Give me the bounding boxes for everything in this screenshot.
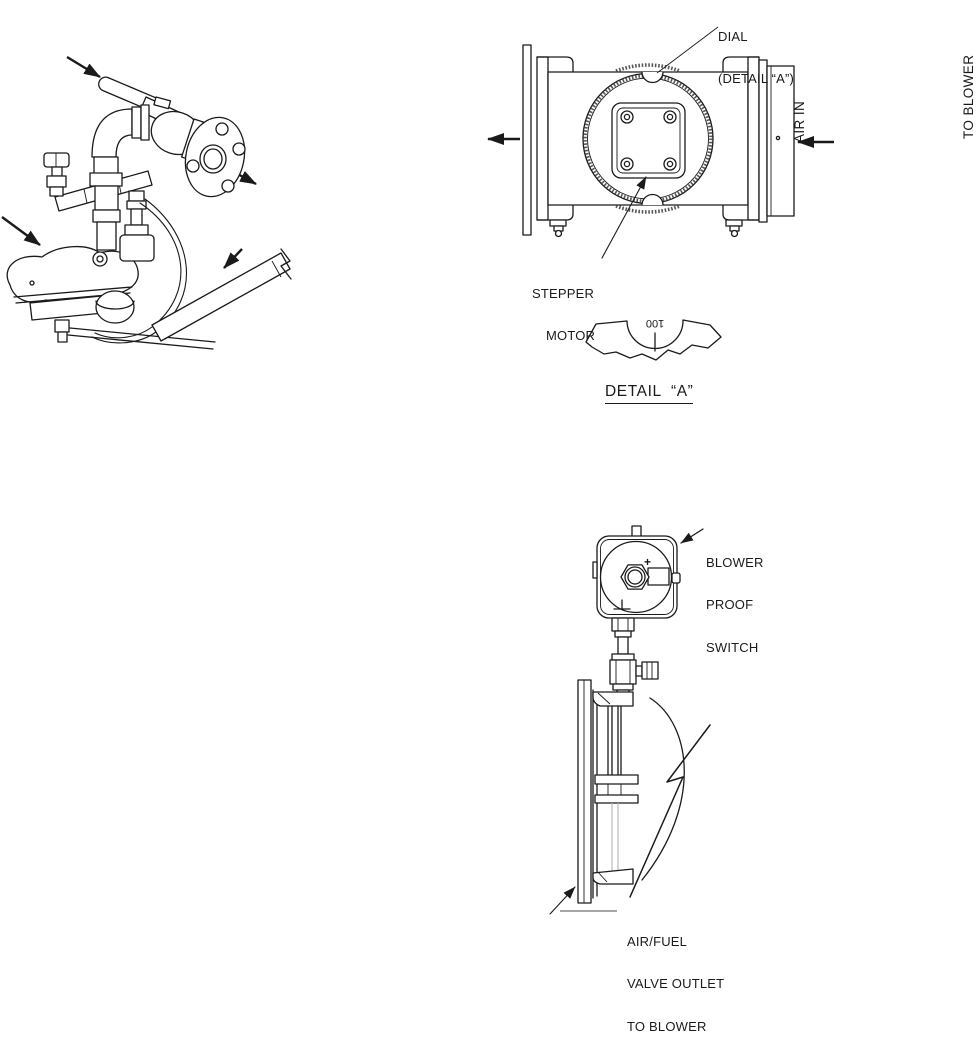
air-in-label: AIR IN — [792, 100, 807, 143]
outlet-flange-duct — [578, 680, 638, 903]
figure-gas-train — [0, 45, 300, 355]
detail-a-caption: DETAIL “A” — [605, 383, 693, 404]
outlet-flange-plate — [523, 45, 531, 235]
air-fuel-outlet-label — [627, 906, 724, 1063]
sensing-line-fittings — [610, 618, 658, 698]
dial-reading: 100 — [645, 317, 665, 329]
dial-label — [718, 1, 794, 115]
blower-proof-switch-label-line: SWITCH — [706, 640, 759, 656]
pressure-switch-box — [593, 526, 680, 618]
air-fuel-outlet-label-line: TO BLOWER — [627, 1019, 707, 1035]
blower-proof-switch-label-line: BLOWER — [706, 554, 764, 570]
switch-arrow-icon — [681, 529, 703, 543]
outlet-pipe-break — [152, 249, 291, 341]
stepper-motor-label-line: STEPPER — [532, 285, 595, 301]
dial-label-line: DIAL — [718, 28, 748, 44]
gas-train-drawing — [0, 45, 300, 355]
blower-proof-switch-label — [706, 527, 764, 684]
air-fuel-outlet-label-line: VALVE OUTLET — [627, 976, 725, 992]
blower-housing-break — [630, 698, 710, 897]
figure-detail-a — [580, 310, 740, 410]
air-fuel-outlet-label-line: AIR/FUEL — [627, 933, 688, 949]
switch-lever-tab — [648, 568, 669, 585]
dial-label-line: (DETAIL “A”) — [718, 71, 795, 87]
to-blower-label: TO BLOWER — [961, 54, 976, 139]
figure-blower-switch — [540, 520, 836, 1035]
pilot-valve — [44, 153, 69, 196]
plus-marking: + — [644, 555, 652, 569]
blower-proof-switch-label-line: PROOF — [706, 597, 754, 613]
outlet-arrow-icon — [550, 887, 575, 914]
stepper-motor-label-line: MOTOR — [546, 328, 596, 344]
stepper-motor-plate — [612, 103, 685, 178]
dial-leader-line — [657, 27, 718, 73]
